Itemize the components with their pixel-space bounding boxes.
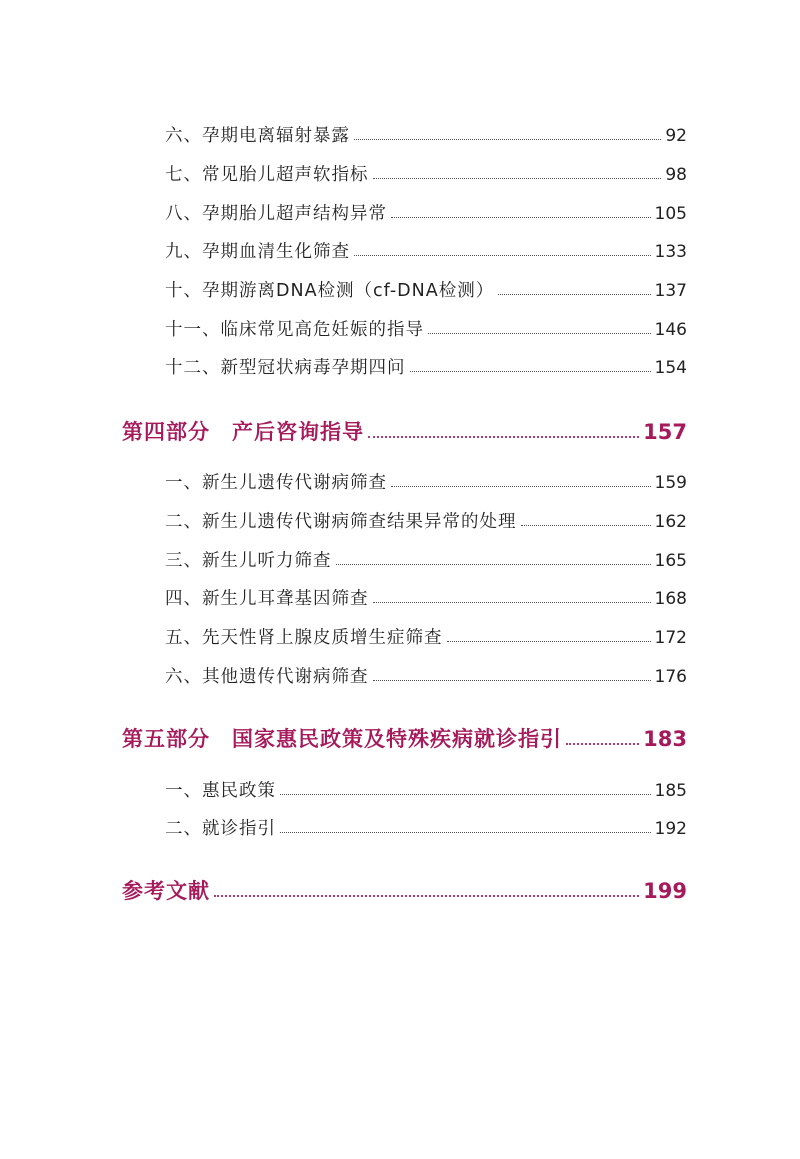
toc-entry-title: 三、新生儿听力筛查 bbox=[165, 551, 332, 571]
toc-entry-cfdna[interactable] bbox=[165, 277, 687, 302]
toc-part-4[interactable] bbox=[122, 416, 687, 446]
dot-leader bbox=[391, 469, 651, 488]
toc-part-heading bbox=[122, 723, 562, 753]
toc-entry-hearing-screening[interactable] bbox=[165, 547, 687, 572]
toc-entry-page: 192 bbox=[654, 819, 687, 839]
dot-leader bbox=[566, 722, 639, 745]
toc-entry-page: 172 bbox=[654, 628, 687, 648]
toc-entry-title: 十一、临床常见高危妊娠的指导 bbox=[165, 320, 424, 340]
toc-part-heading bbox=[122, 416, 364, 446]
toc-entry-serum-screening[interactable] bbox=[165, 238, 687, 263]
toc-entry-title: 十、孕期游离DNA检测（cf-DNA检测） bbox=[165, 281, 495, 301]
toc-part-title: 产后咨询指导 bbox=[232, 420, 364, 444]
toc-part-label: 第五部分 bbox=[122, 727, 210, 751]
dot-leader bbox=[428, 316, 651, 335]
toc-entry-page: 159 bbox=[654, 473, 687, 493]
toc-entry-page: 146 bbox=[654, 320, 687, 340]
toc-entry-page: 92 bbox=[665, 126, 687, 146]
toc-entry-title: 二、就诊指引 bbox=[165, 819, 276, 839]
toc-entry-title: 七、常见胎儿超声软指标 bbox=[165, 165, 369, 185]
toc-entry-page: 162 bbox=[654, 512, 687, 532]
toc-entry-title: 二、新生儿遗传代谢病筛查结果异常的处理 bbox=[165, 512, 517, 532]
toc-entry-soft-markers[interactable] bbox=[165, 161, 687, 186]
toc-entry-guidance[interactable] bbox=[165, 815, 687, 840]
dot-leader bbox=[214, 874, 639, 897]
toc-entry-page: 176 bbox=[654, 667, 687, 687]
toc-entry-metabolic-screening[interactable] bbox=[165, 469, 687, 494]
toc-entry-cah[interactable] bbox=[165, 624, 687, 649]
dot-leader bbox=[354, 238, 651, 257]
dot-leader bbox=[373, 585, 651, 604]
toc-entry-title: 六、孕期电离辐射暴露 bbox=[165, 126, 350, 146]
toc-entry-title: 一、新生儿遗传代谢病筛查 bbox=[165, 473, 387, 493]
toc-entry-page: 168 bbox=[654, 589, 687, 609]
toc-entry-title: 四、新生儿耳聋基因筛查 bbox=[165, 589, 369, 609]
toc-references[interactable] bbox=[122, 875, 687, 905]
toc-entry-title: 五、先天性肾上腺皮质增生症筛查 bbox=[165, 628, 443, 648]
dot-leader bbox=[280, 815, 651, 834]
dot-leader bbox=[336, 547, 651, 566]
dot-leader bbox=[391, 200, 651, 219]
toc-entry-title: 八、孕期胎儿超声结构异常 bbox=[165, 204, 387, 224]
toc-references-title: 参考文献 bbox=[122, 879, 210, 903]
toc-part-title: 国家惠民政策及特殊疾病就诊指引 bbox=[232, 727, 562, 751]
toc-entry-title: 九、孕期血清生化筛查 bbox=[165, 242, 350, 262]
dot-leader bbox=[373, 663, 651, 682]
toc-entry-abnormal-result[interactable] bbox=[165, 508, 687, 533]
toc-entry-covid[interactable] bbox=[165, 354, 687, 379]
toc-entry-title: 十二、新型冠状病毒孕期四问 bbox=[165, 358, 406, 378]
dot-leader bbox=[447, 624, 651, 643]
toc-entry-radiation[interactable] bbox=[165, 122, 687, 147]
toc-part-page: 157 bbox=[643, 420, 687, 444]
dot-leader bbox=[410, 354, 651, 373]
toc-part-page: 183 bbox=[643, 727, 687, 751]
dot-leader bbox=[280, 777, 651, 796]
toc-entry-high-risk[interactable] bbox=[165, 316, 687, 341]
dot-leader bbox=[498, 277, 650, 296]
toc-entry-title: 六、其他遗传代谢病筛查 bbox=[165, 667, 369, 687]
toc-entry-page: 133 bbox=[654, 242, 687, 262]
toc-entry-other-metabolic[interactable] bbox=[165, 663, 687, 688]
toc-entry-policy[interactable] bbox=[165, 777, 687, 802]
dot-leader bbox=[354, 122, 661, 141]
toc-part-label: 第四部分 bbox=[122, 420, 210, 444]
dot-leader bbox=[521, 508, 651, 527]
dot-leader bbox=[368, 415, 639, 438]
toc-entry-page: 165 bbox=[654, 551, 687, 571]
toc-entry-title: 一、惠民政策 bbox=[165, 781, 276, 801]
toc-entry-structural-anomaly[interactable] bbox=[165, 200, 687, 225]
toc-references-page: 199 bbox=[643, 879, 687, 903]
toc-entry-page: 185 bbox=[654, 781, 687, 801]
dot-leader bbox=[373, 161, 662, 180]
toc-entry-page: 98 bbox=[665, 165, 687, 185]
toc-entry-page: 137 bbox=[654, 281, 687, 301]
toc-part-5[interactable] bbox=[122, 723, 687, 753]
toc-entry-page: 105 bbox=[654, 204, 687, 224]
toc-entry-deafness-gene[interactable] bbox=[165, 585, 687, 610]
toc-entry-page: 154 bbox=[654, 358, 687, 378]
